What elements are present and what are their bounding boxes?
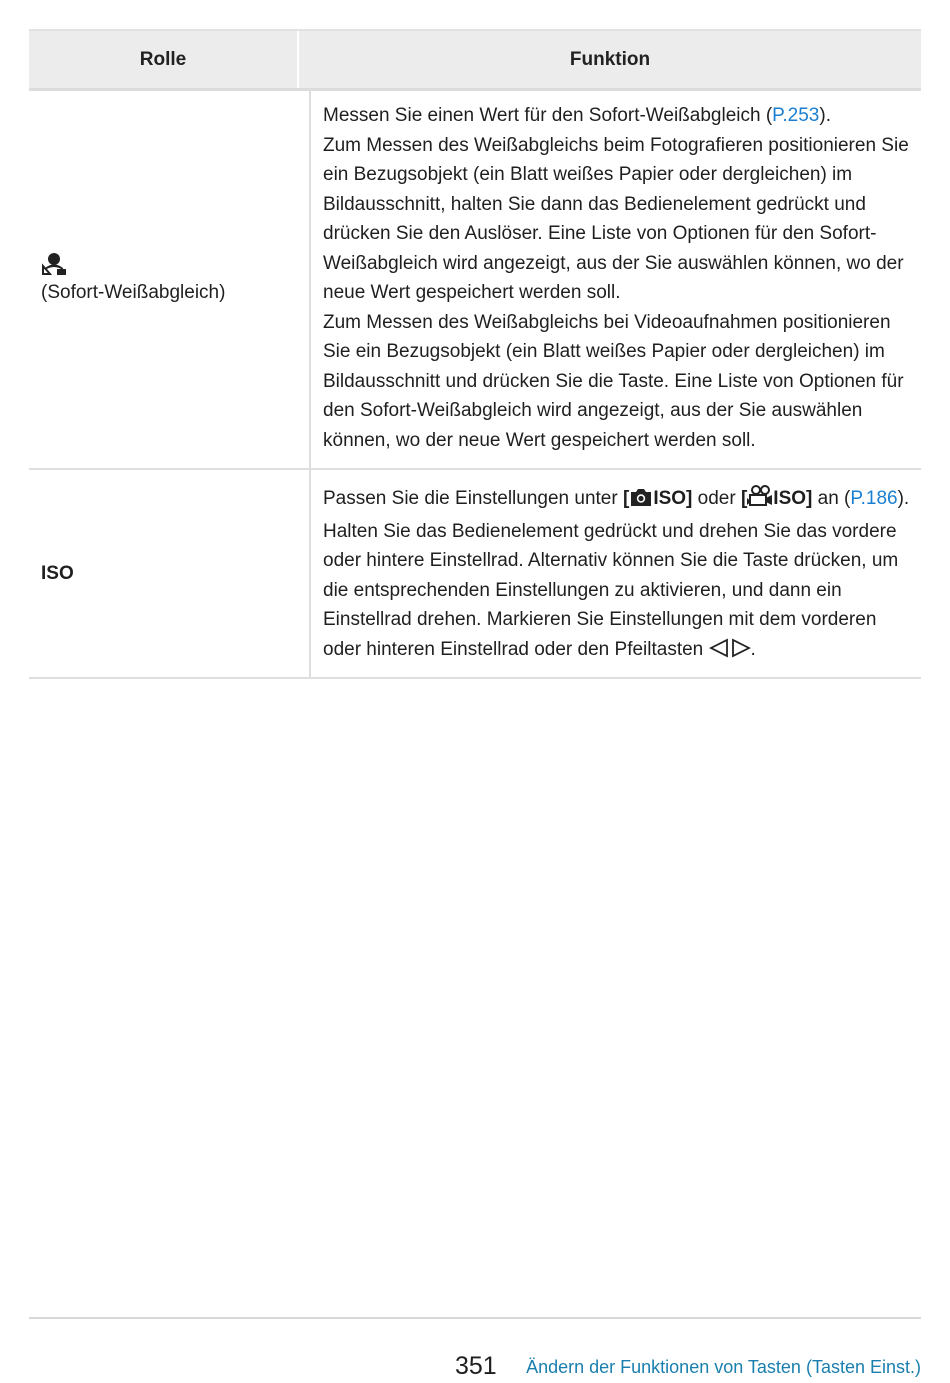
function-intro-end: ). — [819, 105, 831, 126]
table-header — [29, 29, 921, 91]
wb-onetouch-icon — [41, 252, 67, 276]
function-end: . — [750, 638, 756, 660]
table-row — [29, 91, 921, 470]
section-title-link[interactable]: Ändern der Funktionen von Tasten (Tasten Einst.) — [526, 1357, 921, 1377]
header-role: Rolle — [29, 31, 299, 88]
page-number: 351 — [455, 1352, 497, 1380]
function-paragraph: Zum Messen des Weißabgleichs beim Fotografieren positionieren Sie ein Bezugsobjekt (ein Blatt weißes Papier oder dergleichen) im Bildausschnitt, halten Sie dann das Bedienelement gedrückt und drücken Sie den Auslöser. Eine Liste von Optionen für den Sofort-Weißabgleich wird angezeigt, aus der Sie auswählen können, wo der neue Wert gespeichert werden soll. — [323, 134, 909, 303]
function-intro — [323, 484, 911, 517]
role-label: ISO — [41, 562, 74, 584]
page-link[interactable]: P.253 — [772, 105, 820, 126]
video-iso-menu: [ ISO] — [741, 488, 812, 509]
left-right-arrow-keys-icon — [709, 638, 751, 668]
function-intro — [323, 101, 911, 131]
function-cell — [311, 91, 921, 468]
footer-divider — [29, 1317, 921, 1319]
function-table — [29, 29, 921, 679]
function-paragraph: Zum Messen des Weißabgleichs bei Videoaufnahmen positionieren Sie ein Bezugsobjekt (ein Blatt weißes Papier oder dergleichen) im Bildausschnitt und drücken Sie die Taste. Eine Liste von Optionen für den Sofort-Weißabgleich wird angezeigt, aus der Sie auswählen können, wo der neue Wert gespeichert werden soll. — [323, 311, 904, 451]
function-intro-text: Messen Sie einen Wert für den Sofort-Weißabgleich ( — [323, 105, 773, 126]
after-menus-text: an ( — [812, 488, 851, 509]
video-camera-icon — [747, 485, 773, 517]
camera-icon — [629, 487, 653, 517]
video-iso-label: ISO — [773, 488, 807, 509]
role-cell — [29, 91, 311, 468]
role-cell — [29, 470, 311, 677]
connector-text: oder — [692, 488, 741, 509]
function-cell — [311, 470, 921, 677]
after-link-text: ). — [897, 488, 910, 509]
photo-iso-menu: [ ISO] — [623, 488, 692, 509]
role-label: (Sofort-Weißabgleich) — [41, 281, 226, 303]
function-paragraph-text: Halten Sie das Bedienelement gedrückt und drehen Sie das vordere oder hintere Einstellrad. Alternativ können Sie die Taste drücken, um die entsprechenden Einstellungen zu aktivieren, und dann ein Einstellrad drehen. Markieren Sie Einstellungen mit dem vorderen oder hinteren Einstellrad oder den Pfeiltasten — [323, 520, 899, 660]
table-row — [29, 470, 921, 679]
header-function: Funktion — [569, 48, 651, 70]
function-paragraph — [323, 517, 911, 668]
function-intro-text: Passen Sie die Einstellungen unter — [323, 488, 623, 509]
photo-iso-label: ISO — [653, 488, 687, 509]
page-link[interactable]: P.186 — [850, 488, 898, 509]
